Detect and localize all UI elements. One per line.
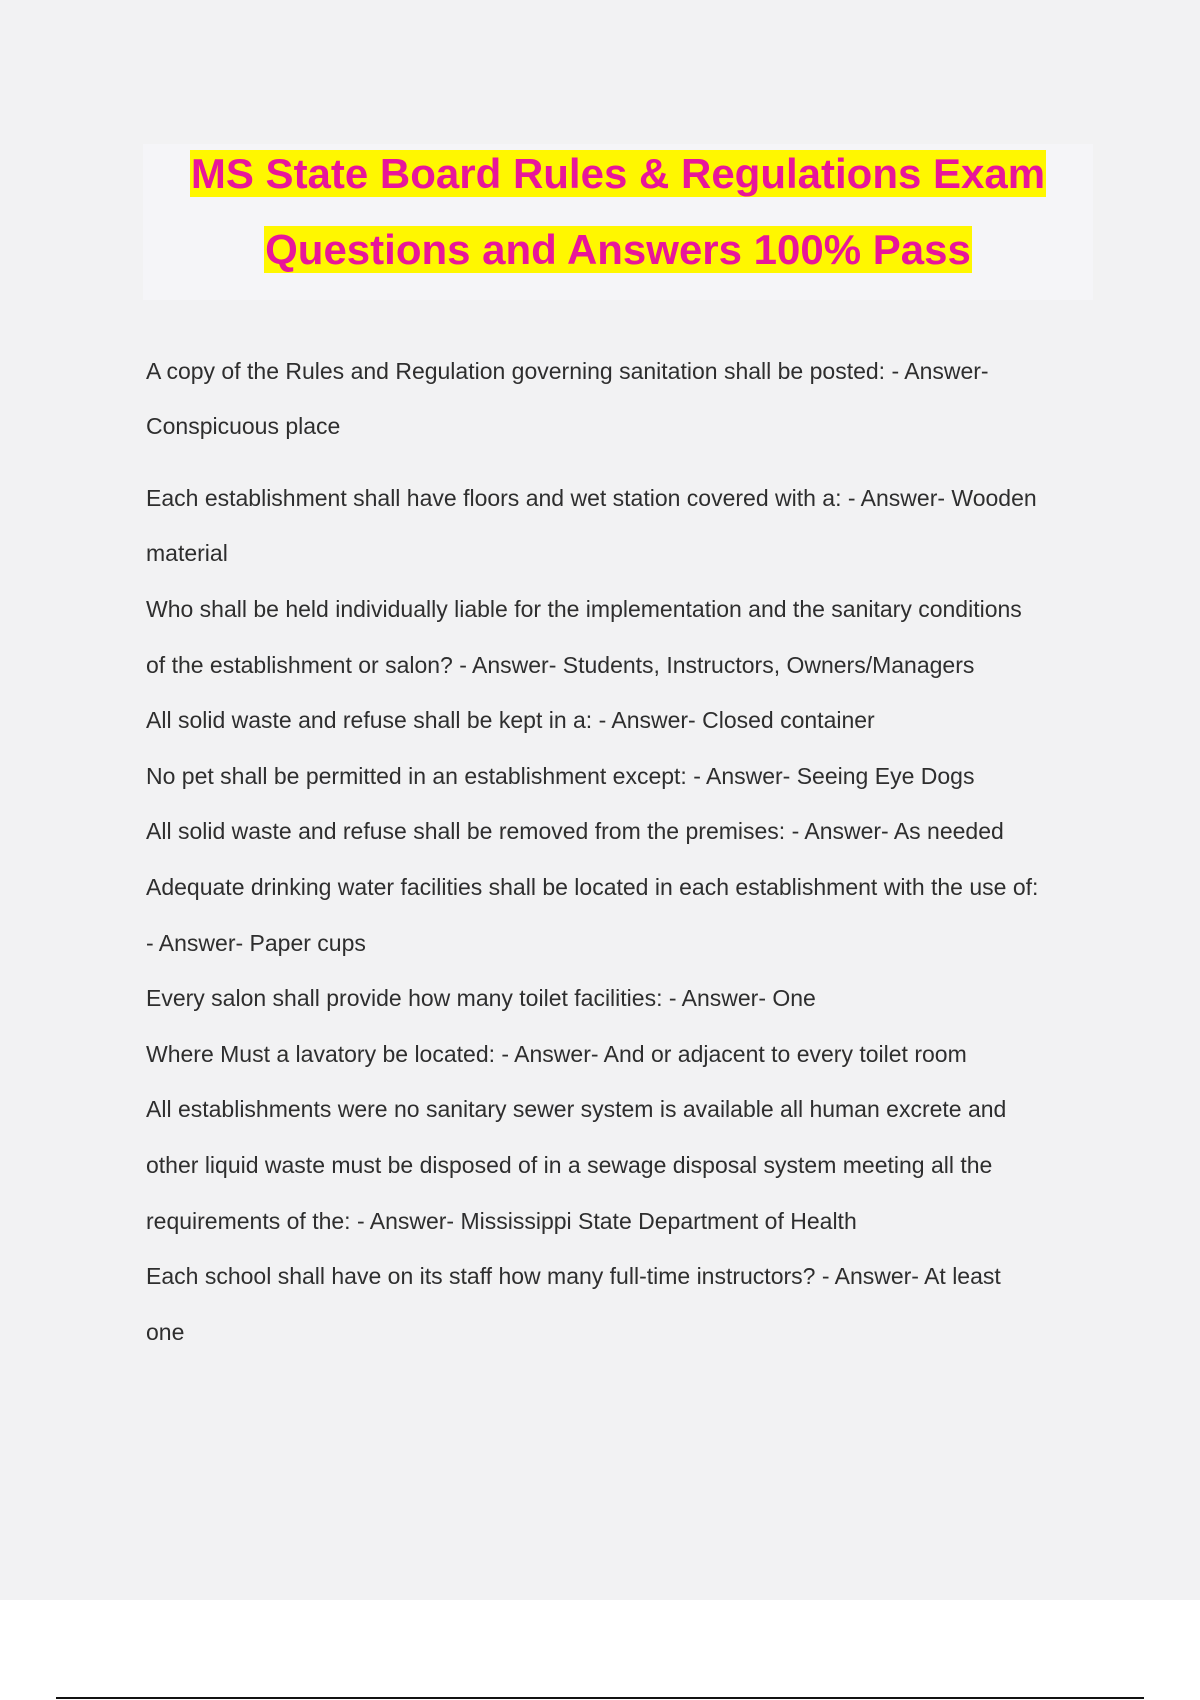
text-line: Every salon shall provide how many toilet facilities: - Answer- One: [146, 985, 816, 1011]
document-title: [143, 144, 1093, 300]
text-line: of the establishment or salon? - Answer- Students, Instructors, Owners/Managers: [146, 652, 975, 678]
text-line: one: [146, 1319, 185, 1345]
text-line: Adequate drinking water facilities shall be located in each establishment with the use of:: [146, 874, 1039, 900]
text-line: All solid waste and refuse shall be kept in a: - Answer- Closed container: [146, 707, 875, 733]
text-line: - Answer- Paper cups: [146, 930, 366, 956]
text-line: other liquid waste must be disposed of in a sewage disposal system meeting all the: [146, 1152, 993, 1178]
text-line: Who shall be held individually liable for the implementation and the sanitary conditions: [146, 596, 1022, 622]
title-line-2: Questions and Answers 100% Pass: [265, 226, 971, 273]
text-line: Where Must a lavatory be located: - Answer- And or adjacent to every toilet room: [146, 1041, 967, 1067]
footer-divider: [56, 1697, 1144, 1699]
text-line: requirements of the: - Answer- Mississippi State Department of Health: [146, 1208, 857, 1234]
text-line: No pet shall be permitted in an establishment except: - Answer- Seeing Eye Dogs: [146, 763, 975, 789]
text-line: A copy of the Rules and Regulation governing sanitation shall be posted: - Answer-: [146, 358, 989, 384]
text-line: All solid waste and refuse shall be removed from the premises: - Answer- As needed: [146, 818, 1004, 844]
text-line: Each school shall have on its staff how many full-time instructors? - Answer- At least: [146, 1263, 1001, 1289]
text-line: Conspicuous place: [146, 413, 341, 439]
title-line-1: MS State Board Rules & Regulations Exam: [190, 150, 1046, 197]
text-line: material: [146, 540, 228, 566]
text-line: Each establishment shall have floors and wet station covered with a: - Answer- Wooden: [146, 485, 1037, 511]
text-line: All establishments were no sanitary sewer system is available all human excrete and: [146, 1096, 1007, 1122]
